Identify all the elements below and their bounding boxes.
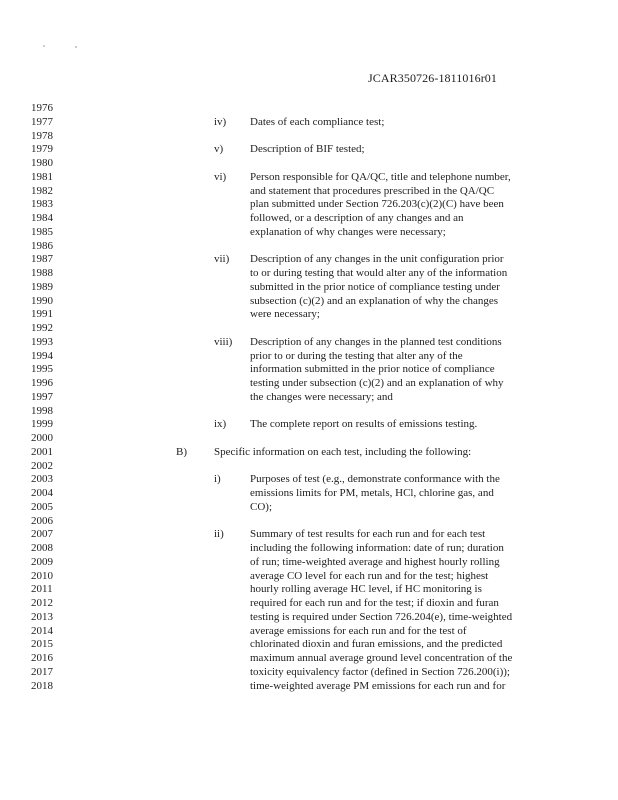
item-label: B) <box>176 445 187 458</box>
line-number: 1986 <box>31 239 53 252</box>
scan-speck-2 <box>75 46 77 48</box>
line-number: 1993 <box>31 335 53 348</box>
blank-line <box>0 322 618 336</box>
item-vi-continued <box>0 185 618 199</box>
item-B-ii-continued <box>0 680 618 694</box>
line-number: 1982 <box>31 184 53 197</box>
item-B-ii-continued <box>0 625 618 639</box>
item-text: submitted in the prior notice of compliance testing under <box>250 280 500 293</box>
blank-line <box>0 157 618 171</box>
item-vi-continued <box>0 226 618 240</box>
blank-line <box>0 405 618 419</box>
line-number: 2014 <box>31 624 53 637</box>
line-number: 1996 <box>31 377 53 389</box>
item-text: prior to or during the testing that alter any of the <box>250 349 463 362</box>
item-text: were necessary; <box>250 308 320 321</box>
blank-line <box>0 460 618 474</box>
item-label: viii) <box>214 335 233 348</box>
item-B-ii-continued <box>0 666 618 680</box>
line-number: 1980 <box>31 157 53 169</box>
item-text: followed, or a description of any changes and an <box>250 212 464 224</box>
line-number: 1994 <box>31 349 53 362</box>
line-number: 2007 <box>31 528 53 541</box>
item-text: required for each run and for the test; if dioxin and furan <box>250 597 499 609</box>
item-text: the changes were necessary; and <box>250 390 393 403</box>
item-text: Specific information on each test, including the following: <box>214 445 472 458</box>
item-label: ix) <box>214 418 227 431</box>
item-vi-continued <box>0 198 618 212</box>
item-text: chlorinated dioxin and furan emissions, and the predicted <box>250 638 503 651</box>
item-B-i-continued <box>0 487 618 501</box>
item-v <box>0 143 618 157</box>
item-iv <box>0 116 618 130</box>
item-text: to or during testing that would alter any of the information <box>250 267 508 279</box>
item-text: The complete report on results of emissions testing. <box>250 418 478 431</box>
line-number: 2003 <box>31 473 53 486</box>
item-text: time-weighted average PM emissions for each run and for <box>250 679 506 692</box>
item-B-ii-continued <box>0 611 618 625</box>
blank-line <box>0 515 618 529</box>
line-number: 1990 <box>31 294 53 307</box>
scan-speck-1 <box>43 45 45 47</box>
item-text: emissions limits for PM, metals, HCl, chlorine gas, and <box>250 487 494 499</box>
item-B-ii-continued <box>0 542 618 556</box>
line-number: 2011 <box>31 583 53 596</box>
item-vii-continued <box>0 295 618 309</box>
line-number: 2006 <box>31 514 53 527</box>
item-vii <box>0 253 618 267</box>
item-label: v) <box>214 143 224 156</box>
item-vi <box>0 171 618 185</box>
item-text: testing is required under Section 726.204(e), time-weighted <box>250 610 513 623</box>
item-text: including the following information: date of run; duration <box>250 542 504 554</box>
item-label: vii) <box>214 253 230 266</box>
line-number: 1987 <box>31 253 53 266</box>
item-B-i-continued <box>0 501 618 515</box>
item-B-i <box>0 473 618 487</box>
item-B-ii-continued <box>0 570 618 584</box>
line-number: 1981 <box>31 170 53 183</box>
blank-line <box>0 102 618 116</box>
line-number: 2013 <box>31 610 53 623</box>
line-number: 2010 <box>31 569 53 582</box>
item-text: plan submitted under Section 726.203(c)(2)(C) have been <box>250 198 504 211</box>
item-text: average CO level for each run and for the test; highest <box>250 569 489 582</box>
item-text: subsection (c)(2) and an explanation of why the changes <box>250 294 499 307</box>
item-text: Summary of test results for each run and for each test <box>250 528 486 541</box>
item-viii <box>0 336 618 350</box>
item-B-ii-continued <box>0 583 618 597</box>
item-text: of run; time-weighted average and highest hourly rolling <box>250 555 500 568</box>
item-text: testing under subsection (c)(2) and an explanation of why <box>250 377 504 389</box>
item-text: Description of any changes in the planned test conditions <box>250 335 502 348</box>
item-B-ii-continued <box>0 597 618 611</box>
item-B-ii <box>0 528 618 542</box>
line-number: 2012 <box>31 597 53 609</box>
line-number: 2000 <box>31 432 53 444</box>
item-B-ii-continued <box>0 556 618 570</box>
item-B <box>0 446 618 460</box>
line-number: 2009 <box>31 555 53 568</box>
item-B-ii-continued <box>0 652 618 666</box>
item-text: Description of BIF tested; <box>250 143 365 156</box>
item-text: explanation of why changes were necessary; <box>250 225 446 238</box>
line-number: 2015 <box>31 638 53 651</box>
blank-line <box>0 130 618 144</box>
item-label: ii) <box>214 528 224 541</box>
item-text: Dates of each compliance test; <box>250 115 385 128</box>
line-number: 2005 <box>31 500 53 513</box>
item-text: toxicity equivalency factor (defined in Section 726.200(i)); <box>250 665 510 678</box>
item-vii-continued <box>0 267 618 281</box>
line-number: 1984 <box>31 212 53 224</box>
line-number: 2017 <box>31 665 53 678</box>
line-number: 1988 <box>31 267 53 279</box>
line-number: 2004 <box>31 487 53 499</box>
line-number: 2002 <box>31 459 53 472</box>
line-number: 1983 <box>31 198 53 211</box>
line-number: 1997 <box>31 390 53 403</box>
line-number: 1985 <box>31 225 53 238</box>
blank-line <box>0 432 618 446</box>
item-viii-continued <box>0 391 618 405</box>
line-number: 1999 <box>31 418 53 431</box>
line-number: 1978 <box>31 129 53 142</box>
item-text: hourly rolling average HC level, if HC monitoring is <box>250 583 482 596</box>
line-number: 2001 <box>31 445 53 458</box>
line-number: 1995 <box>31 363 53 376</box>
item-text: and statement that procedures prescribed in the QA/QC <box>250 184 495 197</box>
blank-line <box>0 240 618 254</box>
item-B-ii-continued <box>0 638 618 652</box>
item-text: Person responsible for QA/QC, title and telephone number, <box>250 170 511 183</box>
item-text: Description of any changes in the unit configuration prior <box>250 253 504 266</box>
item-ix <box>0 418 618 432</box>
item-vii-continued <box>0 281 618 295</box>
document-id-header: JCAR350726-1811016r01 <box>368 71 497 85</box>
item-text: average emissions for each run and for the test of <box>250 624 467 637</box>
line-number: 1998 <box>31 404 53 417</box>
line-number: 2008 <box>31 542 53 554</box>
item-vi-continued <box>0 212 618 226</box>
line-number: 1989 <box>31 280 53 293</box>
item-vii-continued <box>0 308 618 322</box>
line-number: 2018 <box>31 679 53 692</box>
item-label: vi) <box>214 170 227 183</box>
item-text: CO); <box>250 500 272 513</box>
item-viii-continued <box>0 363 618 377</box>
line-number: 1976 <box>31 102 53 114</box>
item-text: maximum annual average ground level concentration of the <box>250 652 513 664</box>
line-number: 2016 <box>31 652 53 664</box>
document-body <box>0 102 618 693</box>
item-text: Purposes of test (e.g., demonstrate conformance with the <box>250 473 500 486</box>
item-label: iv) <box>214 115 227 128</box>
line-number: 1992 <box>31 322 53 334</box>
item-viii-continued <box>0 377 618 391</box>
item-label: i) <box>214 473 221 486</box>
item-text: information submitted in the prior notice of compliance <box>250 363 495 376</box>
line-number: 1979 <box>31 143 53 156</box>
line-number: 1977 <box>31 115 53 128</box>
line-number: 1991 <box>31 308 53 321</box>
item-viii-continued <box>0 350 618 364</box>
